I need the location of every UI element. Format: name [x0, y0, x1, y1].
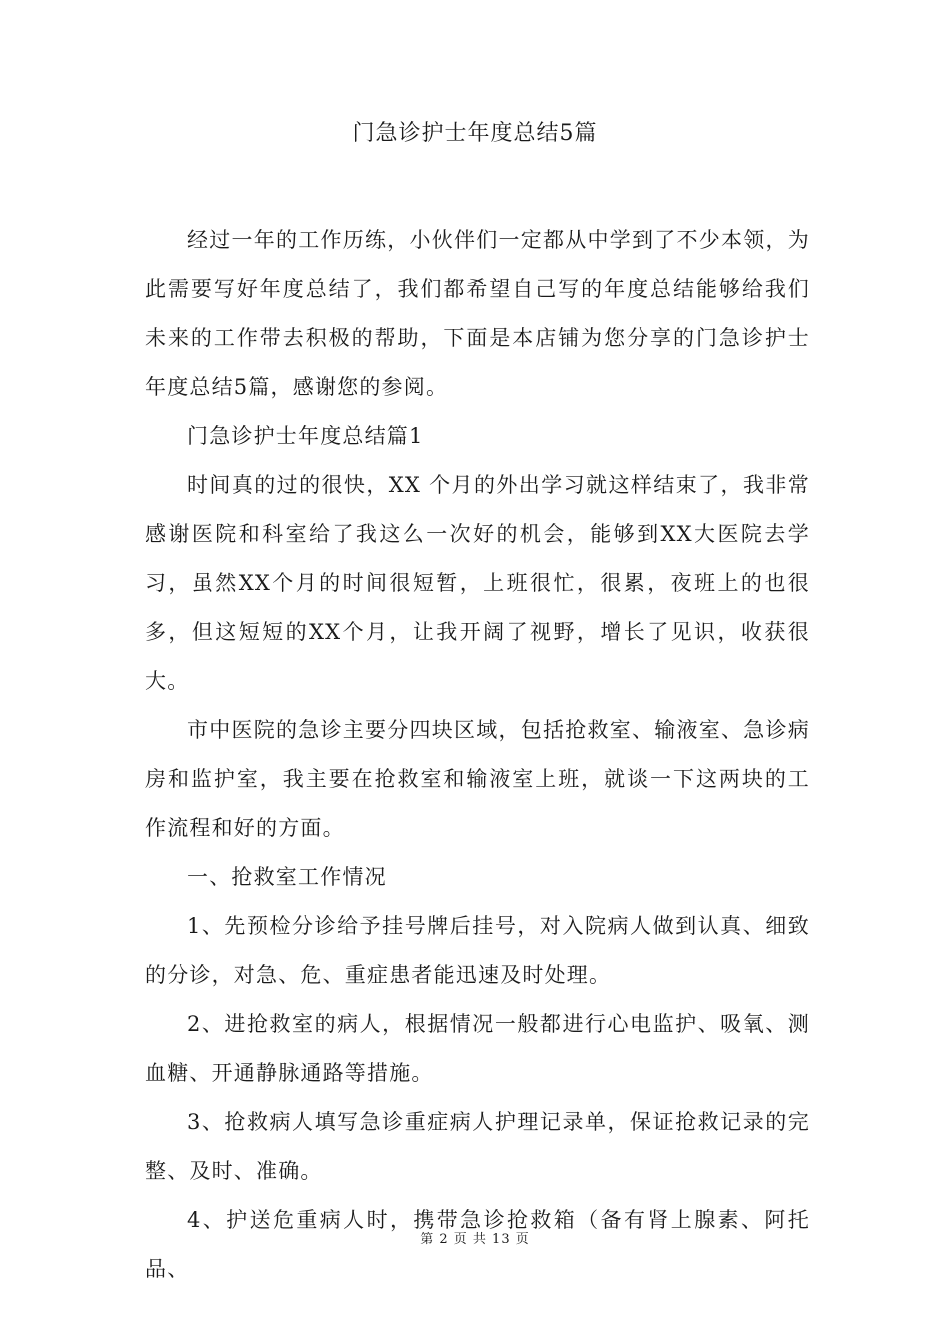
page-footer: 第 2 页 共 13 页: [420, 1232, 530, 1247]
document-title: 门急诊护士年度总结5篇: [352, 121, 598, 146]
paragraph-areas: 市中医院的急诊主要分四块区域，包括抢救室、输液室、急诊病房和监护室，我主要在抢救室和输液室上班，就谈一下这两块的工作流程和好的方面。: [145, 718, 810, 840]
section-heading-1: 门急诊护士年度总结篇1: [187, 424, 424, 448]
paragraph-study: 时间真的过的很快，XX 个月的外出学习就这样结束了，我非常感谢医院和科室给了我这么一次好的机会，能够到XX大医院去学习，虽然XX个月的时间很短暂，上班很忙，很累，夜班上的也很多，但这短短的XX个月，让我开阔了视野，增长了见识，收获很大。: [145, 473, 810, 693]
document-body: [145, 216, 810, 1294]
paragraph-intro: 经过一年的工作历练，小伙伴们一定都从中学到了不少本领，为此需要写好年度总结了，我们都希望自己写的年度总结能够给我们未来的工作带去积极的帮助，下面是本店铺为您分享的门急诊护士年度总结5篇，感谢您的参阅。: [145, 228, 810, 399]
list-item-4: 4、护送危重病人时，携带急诊抢救箱（备有肾上腺素、阿托品、: [145, 1208, 810, 1281]
list-item-1: 1、先预检分诊给予挂号牌后挂号，对入院病人做到认真、细致的分诊，对急、危、重症患者能迅速及时处理。: [145, 914, 810, 987]
list-item-2: 2、进抢救室的病人，根据情况一般都进行心电监护、吸氧、测血糖、开通静脉通路等措施。: [145, 1012, 810, 1085]
subheading-rescue-room: 一、抢救室工作情况: [187, 865, 387, 889]
list-item-3: 3、抢救病人填写急诊重症病人护理记录单，保证抢救记录的完整、及时、准确。: [145, 1110, 810, 1183]
